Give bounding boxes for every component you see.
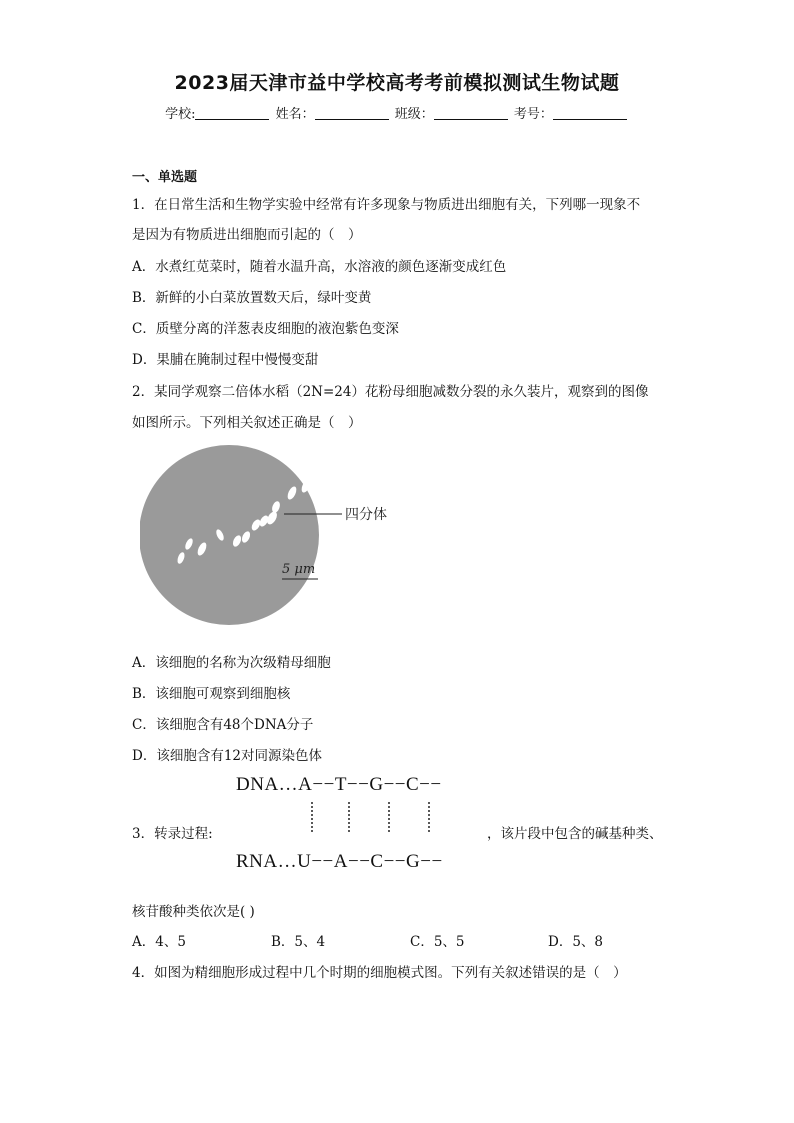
q1-option-b: B．新鲜的小白菜放置数天后，绿叶变黄 xyxy=(132,290,372,306)
q3-stem-suffix: ，该片段中包含的碱基种类、 xyxy=(487,826,663,842)
q3-option-b: B．5、4 xyxy=(271,934,326,950)
q1-stem-line1: 1．在日常生活和生物学实验中经常有许多现象与物质进出细胞有关，下列哪一现象不 xyxy=(132,197,641,213)
q3-option-d: D．5、8 xyxy=(548,934,604,950)
rna-strand-text: RNA…U−−A−−C−−G−− xyxy=(236,851,443,872)
meiosis-cell-figure xyxy=(140,440,410,640)
tetrad-label: 四分体 xyxy=(345,507,387,523)
exam-number-blank[interactable] xyxy=(553,107,627,120)
q2-stem-line1: 2．某同学观察二倍体水稻（2N=24）花粉母细胞减数分裂的永久装片，观察到的图像 xyxy=(132,384,649,400)
name-blank[interactable] xyxy=(315,107,389,120)
q2-option-a: A．该细胞的名称为次级精母细胞 xyxy=(132,655,331,671)
school-blank[interactable] xyxy=(195,107,269,120)
q2-stem-line2: 如图所示。下列相关叙述正确是（ ） xyxy=(132,415,362,431)
q3-stem-prefix: 3．转录过程: xyxy=(132,826,213,842)
name-label: 姓名： xyxy=(275,107,315,122)
cell-body xyxy=(140,445,319,625)
base-pairing-lines xyxy=(300,800,440,834)
scale-bar-label: 5 μm xyxy=(282,562,316,577)
q1-option-a: A．水煮红苋菜时，随着水温升高，水溶液的颜色逐渐变成红色 xyxy=(132,259,507,275)
school-label: 学校: xyxy=(165,107,196,122)
q2-option-c: C．该细胞含有48个DNA分子 xyxy=(132,717,314,733)
section-title: 一、单选题 xyxy=(132,170,198,185)
exam-number-label: 考号： xyxy=(513,107,553,122)
q4-stem: 4．如图为精细胞形成过程中几个时期的细胞模式图。下列有关叙述错误的是（ ） xyxy=(132,965,627,981)
q1-stem-line2: 是因为有物质进出细胞而引起的（ ） xyxy=(132,227,362,243)
q1-option-d: D．果脯在腌制过程中慢慢变甜 xyxy=(132,352,319,368)
class-label: 班级： xyxy=(394,107,434,122)
q3-stem-line2: 核苷酸种类依次是( ) xyxy=(132,904,255,920)
q1-option-c: C．质壁分离的洋葱表皮细胞的液泡紫色变深 xyxy=(132,321,399,337)
class-blank[interactable] xyxy=(434,107,508,120)
student-info-line xyxy=(0,103,794,122)
q2-option-d: D．该细胞含有12对同源染色体 xyxy=(132,748,323,764)
q3-option-c: C．5、5 xyxy=(410,934,465,950)
q3-option-a: A．4、5 xyxy=(132,934,186,950)
dna-strand-text: DNA…A−−T−−G−−C−− xyxy=(236,774,442,795)
page-title: 2023届天津市益中学校高考考前模拟测试生物试题 xyxy=(174,72,620,94)
q2-option-b: B．该细胞可观察到细胞核 xyxy=(132,686,291,702)
